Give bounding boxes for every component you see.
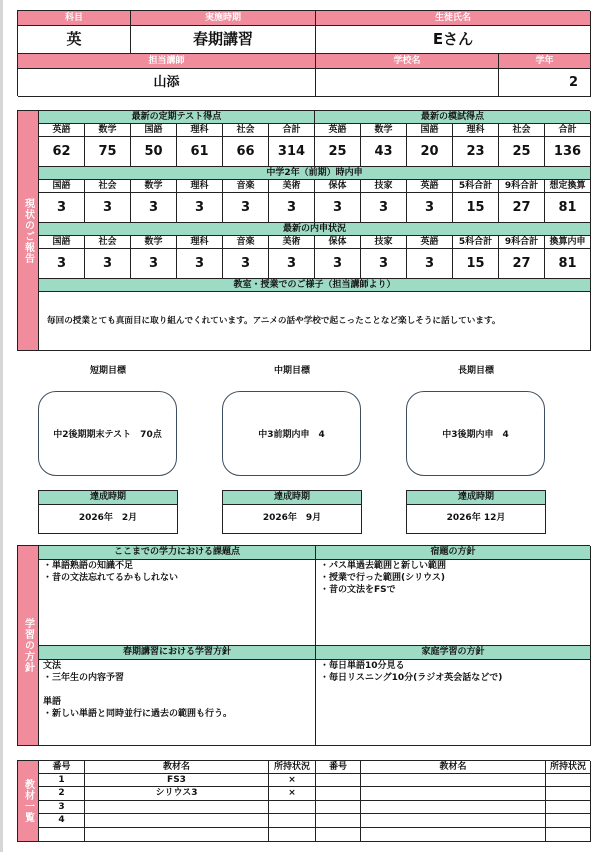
score-value: 61 [177, 137, 223, 167]
grade2-naishin-headers [39, 180, 591, 193]
materials-cell [39, 828, 85, 842]
materials-cell [85, 814, 269, 828]
materials-cell: FS3 [85, 774, 269, 787]
naishin-column-header: 英語 [407, 236, 453, 249]
materials-section [17, 760, 590, 842]
naishin-value: 3 [361, 193, 407, 223]
issue-line: ・昔の文法忘れてるかもしれない [43, 573, 179, 583]
naishin-column-header: 音楽 [223, 180, 269, 193]
school-label: 学校名 [316, 54, 499, 69]
naishin-value: 81 [545, 249, 591, 279]
materials-table [39, 761, 591, 842]
score-column-header: 合計 [269, 124, 315, 137]
short-achieve-value: 2026年 2月 [78, 513, 138, 523]
home-line: ・毎日単語10分見る [320, 661, 405, 671]
materials-cell [361, 787, 546, 801]
report-side-label: 現状のご報告 [18, 111, 39, 351]
naishin-column-header: 5科合計 [453, 180, 499, 193]
naishin-column-header: 国語 [39, 180, 85, 193]
course-content [39, 660, 316, 746]
score-column-header: 理科 [453, 124, 499, 137]
materials-cell [361, 828, 546, 842]
materials-side-label: 教材一覧 [18, 761, 39, 842]
naishin-column-header: 音楽 [223, 236, 269, 249]
materials-column-header: 所持状況 [546, 761, 591, 774]
naishin-column-header: 社会 [85, 180, 131, 193]
score-value: 23 [453, 137, 499, 167]
short-achieve-label: 達成時期 [39, 491, 177, 505]
materials-cell: シリウス3 [85, 787, 269, 801]
materials-cell: 4 [39, 814, 85, 828]
materials-cell [85, 828, 269, 842]
materials-column-header: 番号 [39, 761, 85, 774]
long-achieve-label: 達成時期 [407, 491, 545, 505]
naishin-value: 3 [177, 249, 223, 279]
course-line: 単語 [43, 697, 62, 707]
home-content [316, 660, 591, 746]
long-goal-label: 長期目標 [457, 366, 494, 376]
materials-cell: 2 [39, 787, 85, 801]
score-column-header: 理科 [177, 124, 223, 137]
materials-cell [546, 787, 591, 801]
naishin-column-header: 英語 [407, 180, 453, 193]
materials-cell [546, 774, 591, 787]
naishin-value: 27 [499, 249, 545, 279]
naishin-value: 27 [499, 193, 545, 223]
score-value: 43 [361, 137, 407, 167]
long-goal-box: 中3後期内申 4 [406, 391, 545, 476]
score-column-header: 社会 [223, 124, 269, 137]
naishin-value: 3 [361, 249, 407, 279]
materials-cell [269, 801, 316, 814]
naishin-value: 15 [453, 249, 499, 279]
naishin-column-header: 数学 [131, 236, 177, 249]
materials-cell: × [269, 774, 316, 787]
mock-test-title: 最新の模試得点 [315, 111, 591, 124]
score-column-header: 英語 [39, 124, 85, 137]
home-title: 家庭学習の方針 [316, 646, 591, 660]
naishin-value: 3 [131, 193, 177, 223]
materials-column-header: 教材名 [361, 761, 546, 774]
school-value [316, 69, 499, 97]
comment-text: 毎回の授業とても真面目に取り組んでくれています。アニメの話や学校で起こったことなど楽しそうに話しています。 [39, 292, 591, 351]
course-line: 文法 [43, 661, 62, 671]
regular-test-title: 最新の定期テスト得点 [39, 111, 315, 124]
course-title: 春期講習における学習方針 [39, 646, 316, 660]
period-value: 春期講習 [131, 26, 316, 54]
naishin-value: 3 [315, 193, 361, 223]
naishin-column-header: 保体 [315, 236, 361, 249]
naishin-value: 3 [269, 193, 315, 223]
materials-cell: 3 [39, 801, 85, 814]
grade-label: 学年 [499, 54, 591, 69]
materials-column-header: 教材名 [85, 761, 269, 774]
naishin-value: 3 [85, 193, 131, 223]
report-section [17, 110, 590, 351]
student-label: 生徒氏名 [316, 11, 591, 26]
homework-content [316, 560, 591, 646]
teacher-label: 担当講師 [18, 54, 316, 69]
materials-cell [269, 814, 316, 828]
materials-cell [269, 828, 316, 842]
policy-side-label: 学習の方針 [18, 546, 39, 746]
score-column-header: 英語 [315, 124, 361, 137]
issues-content [39, 560, 316, 646]
short-goal-label: 短期目標 [89, 366, 126, 376]
materials-cell [546, 801, 591, 814]
goals-section [0, 360, 602, 540]
naishin-value: 3 [223, 249, 269, 279]
score-value: 314 [269, 137, 315, 167]
naishin-value: 3 [39, 193, 85, 223]
latest-naishin-values [39, 249, 591, 279]
score-value: 25 [499, 137, 545, 167]
naishin-column-header: 国語 [39, 236, 85, 249]
score-value: 20 [407, 137, 453, 167]
naishin-column-header: 保体 [315, 180, 361, 193]
score-value: 50 [131, 137, 177, 167]
mid-achieve-value: 2026年 9月 [262, 513, 322, 523]
materials-cell [316, 814, 361, 828]
materials-cell: 1 [39, 774, 85, 787]
naishin-value: 3 [407, 193, 453, 223]
course-line: ・新しい単語と同時並行に過去の範囲も行う。 [43, 709, 233, 719]
naishin-column-header: 理科 [177, 180, 223, 193]
student-value: Eさん [316, 26, 591, 54]
score-value: 66 [223, 137, 269, 167]
naishin-column-header: 美術 [269, 180, 315, 193]
grade2-naishin-values [39, 193, 591, 223]
homework-line: ・昔の文法をFSで [320, 585, 396, 595]
long-achieve-value: 2026年 12月 [446, 513, 506, 523]
score-column-header: 数学 [361, 124, 407, 137]
score-column-header: 国語 [407, 124, 453, 137]
naishin-column-header: 社会 [85, 236, 131, 249]
naishin-value: 3 [85, 249, 131, 279]
naishin-value: 3 [269, 249, 315, 279]
naishin-value: 81 [545, 193, 591, 223]
materials-cell [546, 814, 591, 828]
latest-naishin-title: 最新の内申状況 [39, 223, 591, 236]
short-goal-box: 中2後期期末テスト 70点 [38, 391, 177, 476]
materials-cell [361, 814, 546, 828]
course-line: ・三年生の内容予習 [43, 673, 125, 683]
naishin-column-header: 想定換算 [545, 180, 591, 193]
score-column-header: 数学 [85, 124, 131, 137]
score-column-header: 国語 [131, 124, 177, 137]
naishin-column-header: 技家 [361, 180, 407, 193]
subject-value: 英 [18, 26, 131, 54]
score-values [39, 137, 591, 167]
materials-column-header: 所持状況 [269, 761, 316, 774]
homework-line: ・授業で行った範囲(シリウス) [320, 573, 445, 583]
materials-cell [85, 801, 269, 814]
naishin-column-header: 9科合計 [499, 180, 545, 193]
homework-title: 宿題の方針 [316, 546, 591, 560]
materials-cell [361, 801, 546, 814]
score-column-header: 合計 [545, 124, 591, 137]
materials-cell [316, 801, 361, 814]
naishin-column-header: 技家 [361, 236, 407, 249]
naishin-column-header: 9科合計 [499, 236, 545, 249]
comment-title: 教室・授業でのご様子（担当講師より） [39, 279, 591, 292]
grade-value: 2 [499, 69, 591, 97]
homework-line: ・パス単過去範囲と新しい範囲 [320, 561, 447, 571]
naishin-value: 3 [315, 249, 361, 279]
score-value: 62 [39, 137, 85, 167]
score-column-headers [39, 124, 591, 137]
materials-cell [316, 828, 361, 842]
naishin-column-header: 換算内申 [545, 236, 591, 249]
course-line [39, 684, 315, 696]
materials-cell [316, 774, 361, 787]
latest-naishin-headers [39, 236, 591, 249]
issues-title: ここまでの学力における課題点 [39, 546, 316, 560]
materials-cell [546, 828, 591, 842]
naishin-column-header: 理科 [177, 236, 223, 249]
naishin-column-header: 美術 [269, 236, 315, 249]
naishin-value: 3 [177, 193, 223, 223]
naishin-column-header: 数学 [131, 180, 177, 193]
period-label: 実施時期 [131, 11, 316, 26]
short-achieve-table [38, 490, 178, 534]
mid-achieve-table [222, 490, 362, 534]
policy-section [17, 545, 590, 746]
score-value: 136 [545, 137, 591, 167]
subject-label: 科目 [18, 11, 131, 26]
issue-line: ・単語熟語の知識不足 [43, 561, 134, 571]
naishin-value: 3 [131, 249, 177, 279]
materials-cell [316, 787, 361, 801]
header-table [17, 10, 590, 96]
mid-achieve-label: 達成時期 [223, 491, 361, 505]
score-value: 75 [85, 137, 131, 167]
naishin-value: 3 [407, 249, 453, 279]
naishin-value: 3 [223, 193, 269, 223]
materials-cell [361, 774, 546, 787]
score-column-header: 社会 [499, 124, 545, 137]
mid-goal-label: 中期目標 [273, 366, 310, 376]
naishin-value: 15 [453, 193, 499, 223]
naishin-value: 3 [39, 249, 85, 279]
naishin-column-header: 5科合計 [453, 236, 499, 249]
score-value: 25 [315, 137, 361, 167]
long-achieve-table [406, 490, 546, 534]
teacher-value: 山添 [18, 69, 316, 97]
grade2-naishin-title: 中学2年（前期）時内申 [39, 167, 591, 180]
home-line: ・毎日リスニング10分(ラジオ英会話などで) [320, 673, 503, 683]
mid-goal-box: 中3前期内申 4 [222, 391, 361, 476]
materials-cell: × [269, 787, 316, 801]
materials-column-header: 番号 [316, 761, 361, 774]
